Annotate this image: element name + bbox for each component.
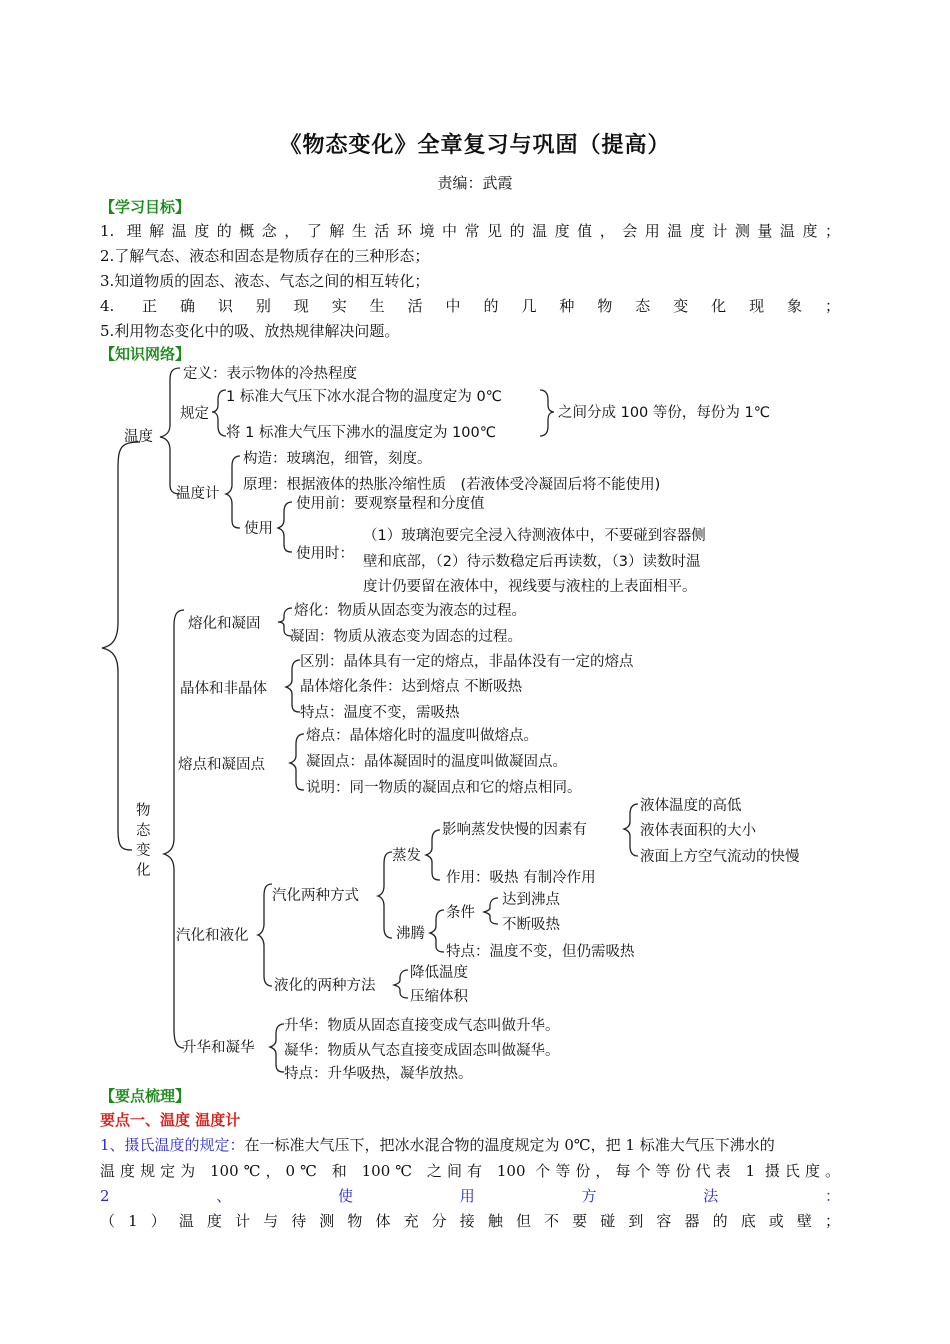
page-title: 《物态变化》全章复习与巩固（提高） bbox=[279, 132, 671, 158]
rdngd-brace bbox=[290, 734, 304, 790]
yx-brace bbox=[624, 804, 638, 856]
node-yx3: 液面上方空气流动的快慢 bbox=[640, 849, 800, 865]
node-sm: 说明：同一物质的凝固点和它的熔点相同。 bbox=[306, 780, 582, 796]
node-sys3: 度计仍要留在液体中，视线要与液柱的上表面相平。 bbox=[363, 579, 697, 595]
node-rd: 熔点：晶体熔化时的温度叫做熔点。 bbox=[306, 728, 538, 744]
node-dingyi: 定义：表示物体的冷热程度 bbox=[183, 366, 357, 382]
node-tj: 条件 bbox=[446, 905, 475, 921]
node-tj1: 达到沸点 bbox=[502, 892, 560, 908]
node-wutai-4: 化 bbox=[136, 863, 151, 879]
point1-para bbox=[100, 1134, 775, 1155]
node-shtd: 特点：升华吸热，凝华放热。 bbox=[284, 1066, 473, 1082]
node-yx: 影响蒸发快慢的因素有 bbox=[442, 822, 587, 838]
qhyh-brace bbox=[258, 884, 272, 986]
node-gd3: 之间分成 100 等份，每份为 1℃ bbox=[558, 405, 771, 421]
root-brace bbox=[102, 442, 140, 850]
node-nh: 凝华：物质从气态直接变成固态叫做凝华。 bbox=[284, 1043, 560, 1059]
goal-4: 4. 正确识别现实生活中的几种物态变化现象； bbox=[100, 297, 840, 315]
section-network-heading: 【知识网络】 bbox=[100, 345, 191, 363]
node-syq: 使用前：要观察量程和分度值 bbox=[296, 496, 485, 512]
node-ngd: 凝固点：晶体凝固时的温度叫做凝固点。 bbox=[306, 754, 567, 770]
node-zf: 蒸发 bbox=[392, 848, 421, 864]
node-sys1: （1）玻璃泡要完全浸入待测液体中，不要碰到容器侧 bbox=[363, 528, 706, 544]
zf-brace bbox=[426, 830, 440, 880]
node-td: 特点：温度不变，需吸热 bbox=[300, 705, 460, 721]
editor-line: 责编：武霞 bbox=[437, 174, 513, 192]
guiding-right-brace bbox=[540, 390, 554, 436]
ft-brace bbox=[430, 910, 444, 952]
qhfs-brace bbox=[378, 852, 392, 938]
wenduji-brace bbox=[226, 456, 240, 528]
goal-2: 2.了解气态、液态和固态是物质存在的三种形态； bbox=[100, 247, 430, 265]
goal-3: 3.知道物质的固态、液态、气态之间的相互转化； bbox=[100, 272, 430, 290]
goal-1: 1. 理解温度的概念，了解生活环境中常见的温度值，会用温度计测量温度； bbox=[100, 222, 840, 240]
guiding-brace bbox=[212, 390, 226, 436]
node-qhyh: 汽化和液化 bbox=[176, 928, 249, 944]
node-gd1: 1 标准大气压下冰水混合物的温度定为 0℃ bbox=[226, 389, 502, 405]
node-yx2: 液体表面积的大小 bbox=[640, 823, 756, 839]
node-jtrh: 晶体熔化条件：达到熔点 不断吸热 bbox=[300, 679, 523, 695]
tj-brace bbox=[484, 898, 498, 924]
node-gouzao: 构造：玻璃泡，细管，刻度。 bbox=[243, 451, 432, 467]
yh-brace bbox=[394, 970, 408, 998]
node-sys2: 壁和底部，（2）待示数稳定后再读数，（3）读数时温 bbox=[363, 554, 701, 570]
goal-5: 5.利用物态变化中的吸、放热规律解决问题。 bbox=[100, 322, 400, 340]
node-yuanli: 原理：根据液体的热胀冷缩性质 (若液体受冷凝固后将不能使用) bbox=[243, 477, 661, 493]
wendu-brace bbox=[160, 368, 180, 494]
node-yhff: 液化的两种方法 bbox=[274, 978, 376, 994]
node-wenduji: 温度计 bbox=[176, 486, 220, 502]
shnh-brace bbox=[270, 1024, 284, 1072]
p1-label: 1、摄氏温度的规定： bbox=[100, 1136, 245, 1154]
node-ft: 沸腾 bbox=[396, 926, 425, 942]
node-tj2: 不断吸热 bbox=[502, 917, 560, 933]
node-wutai-3: 变 bbox=[136, 843, 151, 859]
node-yh1: 降低温度 bbox=[410, 965, 468, 981]
node-rhnn: 熔化和凝固 bbox=[188, 616, 261, 632]
node-rdngd: 熔点和凝固点 bbox=[178, 757, 265, 773]
point1-para-line2: 温度规定为 100℃，0℃ 和 100℃ 之间有 100 个等份，每个等份代表 1 摄氏度。 bbox=[100, 1162, 840, 1180]
jt-brace bbox=[286, 660, 300, 712]
node-wutai-1: 物 bbox=[136, 803, 151, 819]
node-sys: 使用时： bbox=[296, 546, 354, 562]
node-yx1: 液体温度的高低 bbox=[640, 798, 742, 814]
point1-title: 要点一、温度 温度计 bbox=[100, 1111, 241, 1129]
node-jt: 晶体和非晶体 bbox=[180, 681, 267, 697]
section-goals-heading: 【学习目标】 bbox=[100, 198, 191, 216]
node-wutai-2: 态 bbox=[136, 823, 151, 839]
node-qhfs: 汽化两种方式 bbox=[272, 888, 359, 904]
node-zy: 作用：吸热 有制冷作用 bbox=[446, 870, 596, 886]
node-sh: 升华：物质从固态直接变成气态叫做升华。 bbox=[284, 1018, 560, 1034]
node-shnh: 升华和凝华 bbox=[182, 1040, 255, 1056]
node-yh2: 压缩体积 bbox=[410, 989, 468, 1005]
node-wendu: 温度 bbox=[124, 429, 153, 445]
point2-item-1: （1）温度计与待测物体充分接触但不要碰到容器的底或壁； bbox=[100, 1212, 840, 1230]
p1-text: 在一标准大气压下，把冰水混合物的温度规定为 0℃，把 1 标准大气压下沸水的 bbox=[244, 1136, 775, 1154]
node-ng: 凝固：物质从液态变为固态的过程。 bbox=[290, 629, 522, 645]
node-qb: 区别：晶体具有一定的熔点，非晶体没有一定的熔点 bbox=[300, 654, 634, 670]
section-points-heading: 【要点梳理】 bbox=[100, 1087, 191, 1105]
wutai-brace bbox=[164, 610, 184, 1048]
node-guiding: 规定 bbox=[180, 406, 209, 422]
node-gd2: 将 1 标准大气压下沸水的温度定为 100℃ bbox=[226, 425, 497, 441]
shiyong-brace bbox=[278, 502, 292, 552]
node-rh: 熔化：物质从固态变为液态的过程。 bbox=[294, 603, 526, 619]
node-fttd: 特点：温度不变，但仍需吸热 bbox=[446, 944, 635, 960]
node-shiyong: 使用 bbox=[244, 521, 273, 537]
point2-label: 2、使用方法： bbox=[100, 1187, 840, 1205]
